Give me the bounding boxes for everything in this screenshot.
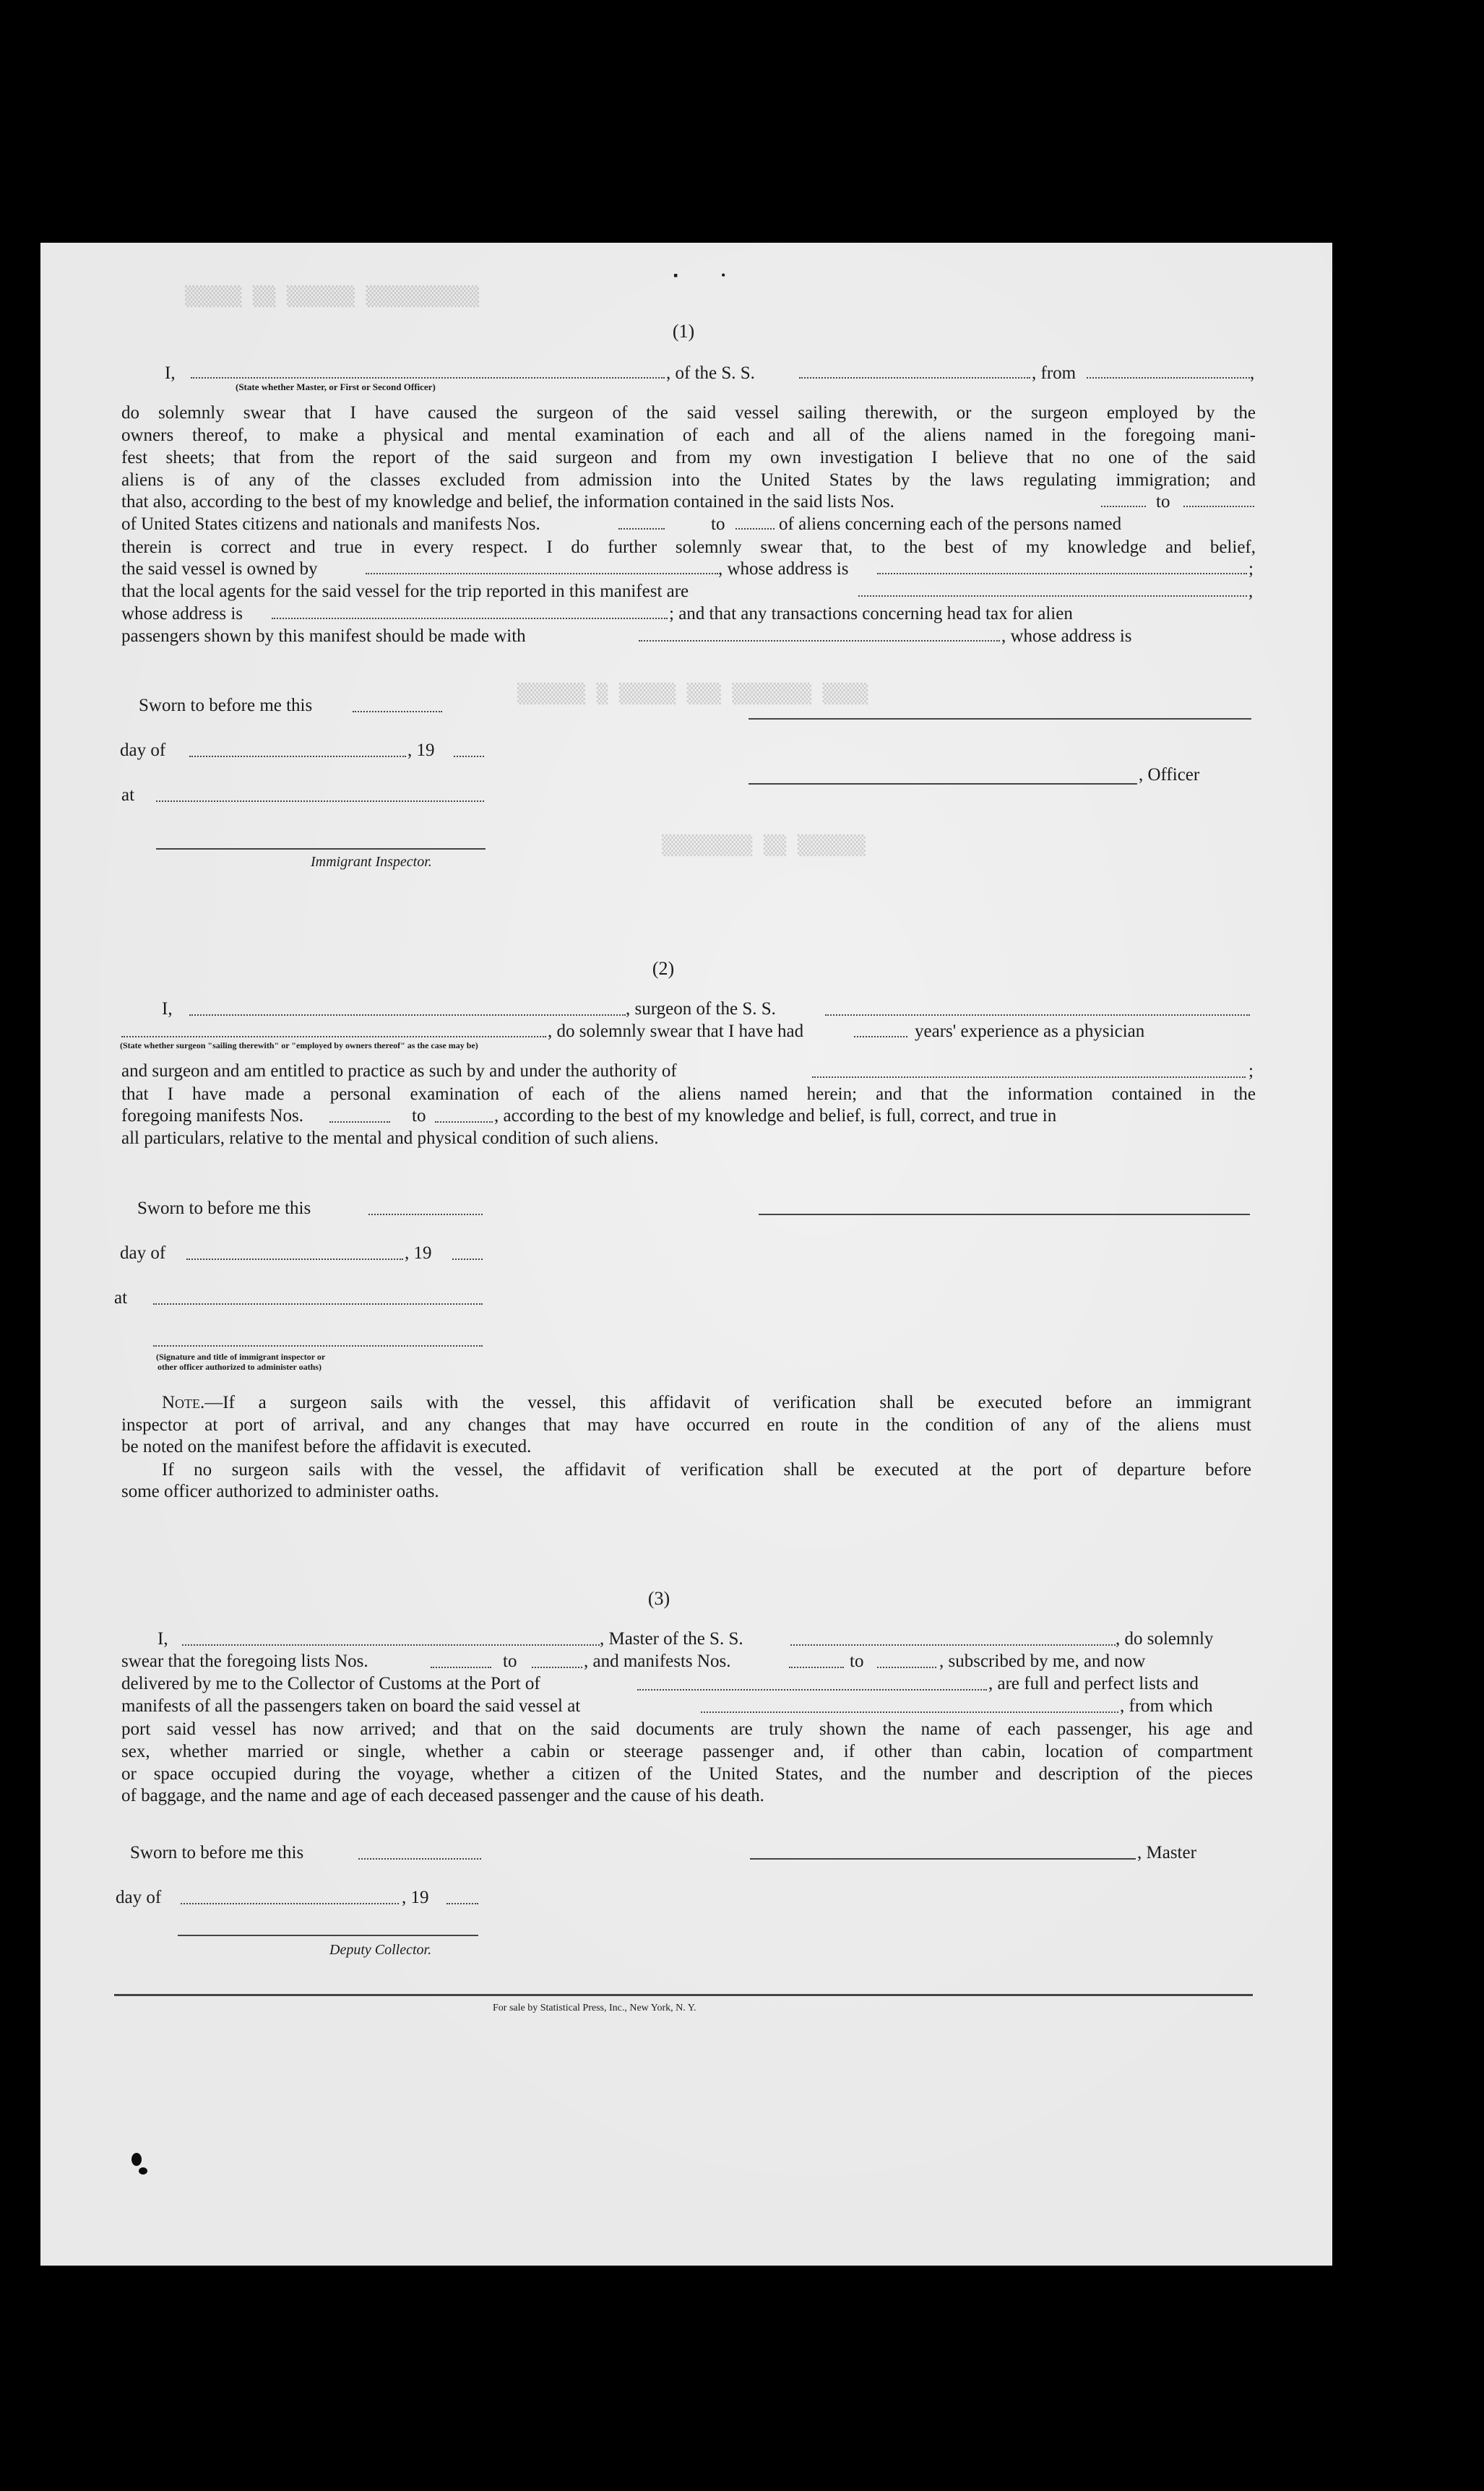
section-3-to: to [503, 1652, 517, 1671]
section-3-line-4a: manifests of all the passengers taken on board the said vessel at [121, 1696, 581, 1716]
section-1-owner-address: , whose address is [718, 559, 849, 579]
section-1-line: of United States citizens and nationals and manifests Nos. [121, 514, 540, 534]
top-mark: ▪ [673, 268, 678, 282]
section-3-day-field[interactable] [181, 1903, 399, 1904]
agents-field[interactable] [858, 595, 1247, 597]
section-3-year: , 19 [402, 1888, 429, 1907]
bleed-through: ▒▒▒▒▒▒▒▒ ▒▒ ▒▒▒▒▒▒ [662, 835, 866, 857]
collector-label: Deputy Collector. [329, 1942, 432, 1958]
section-1-line-6-rest: of aliens concerning each of the persons named [779, 514, 1122, 534]
section-1-of-ss: , of the S. S. [666, 363, 755, 383]
form-page [40, 243, 1332, 2266]
section-3-i: I, [158, 1629, 168, 1649]
section-1-sworn-field[interactable] [353, 711, 442, 712]
manifests-from-field[interactable] [618, 528, 665, 530]
section-2-number: (2) [652, 958, 675, 979]
section-2-manifests-to-field[interactable] [435, 1121, 493, 1123]
note-line: be noted on the manifest before the affidavit is executed. [121, 1437, 532, 1456]
head-tax-field[interactable] [639, 640, 1000, 642]
section-2-surgeon-of: , surgeon of the S. S. [626, 999, 776, 1019]
section-2-at-field[interactable] [153, 1303, 483, 1305]
section-3-line: or space occupied during the voyage, whether a citizen of the United States, and the number and description of the pieces [121, 1764, 1253, 1784]
section-2-line-4: that I have made a personal examination of each of the aliens named herein; and that the information contained in the [121, 1084, 1256, 1104]
section-1-day-of: day of [120, 741, 166, 760]
agents-address-field[interactable] [272, 618, 668, 619]
note-line: some officer authorized to administer oaths. [121, 1482, 439, 1501]
section-2-line-3: and surgeon and am entitled to practice as such by and under the authority of [121, 1061, 677, 1081]
ink-smudge [139, 2167, 147, 2175]
section-2-semicolon: ; [1248, 1061, 1254, 1081]
owner-field[interactable] [366, 573, 718, 574]
section-2-sworn-field[interactable] [368, 1214, 483, 1215]
section-1-day-field[interactable] [189, 756, 406, 757]
section-3-solemnly: , do solemnly [1116, 1629, 1214, 1649]
section-2-manifests-from-field[interactable] [329, 1121, 390, 1123]
section-1-semicolon: ; [1248, 559, 1254, 579]
officer-signature-line[interactable] [749, 718, 1251, 720]
section-3-line-2b: , and manifests Nos. [584, 1652, 731, 1671]
section-3-manifests-to-field[interactable] [877, 1667, 936, 1668]
section-2-sworn: Sworn to before me this [137, 1199, 311, 1218]
section-1-line: the said vessel is owned by [121, 559, 318, 579]
section-1-line: fest sheets; that from the report of the said surgeon and from my own investigation I believe that no one of the said [121, 448, 1256, 467]
authority-field[interactable] [812, 1076, 1246, 1078]
section-3-line-2c: , subscribed by me, and now [939, 1652, 1146, 1671]
section-3-line: sex, whether married or single, whether a cabin or steerage passenger and, if other than cabin, location of compartment [121, 1742, 1253, 1761]
section-1-i: I, [165, 363, 176, 383]
section-2-line-5b: , according to the best of my knowledge and belief, is full, correct, and true in [494, 1106, 1057, 1126]
section-1-line: owners thereof, to make a physical and mental examination of each and all of the aliens named in the foregoing mani- [121, 426, 1256, 445]
section-2-swear: , do solemnly swear that I have had [548, 1022, 804, 1041]
years-experience-field[interactable] [854, 1036, 907, 1037]
surgeon-signature-line[interactable] [759, 1214, 1250, 1215]
section-2-sig-note: other officer authorized to administer oaths) [158, 1362, 322, 1372]
section-2-line-6: all particulars, relative to the mental and physical condition of such aliens. [121, 1128, 659, 1148]
section-1-state-note: (State whether Master, or First or Second Officer) [236, 381, 436, 392]
section-3-manifests-from-field[interactable] [789, 1667, 844, 1668]
from-port-field[interactable] [1087, 377, 1250, 379]
section-1-to: to [711, 514, 725, 534]
inspector-signature-line[interactable] [156, 848, 486, 850]
section-2-at: at [114, 1288, 128, 1308]
collector-signature-line[interactable] [178, 1935, 478, 1936]
owner-address-field[interactable] [877, 573, 1247, 574]
section-1-line: that the local agents for the said vessel for the trip reported in this manifest are [121, 582, 689, 601]
section-2-line-5a: foregoing manifests Nos. [121, 1106, 304, 1126]
officer-label: , Officer [1139, 765, 1200, 785]
section-1-at-field[interactable] [156, 800, 484, 802]
section-1-line-10-rest: ; and that any transactions concerning head tax for alien [669, 604, 1073, 623]
note-line: If no surgeon sails with the vessel, the affidavit of verification shall be executed at the port of departure before [162, 1460, 1251, 1480]
section-3-sworn-field[interactable] [358, 1858, 481, 1860]
section-3-line: of baggage, and the name and age of each deceased passenger and the cause of his death. [121, 1786, 764, 1805]
vessel-name-field[interactable] [799, 377, 1030, 379]
lists-to-field[interactable] [1183, 506, 1254, 507]
section-2-i: I, [162, 999, 173, 1019]
section-3-line-3a: delivered by me to the Collector of Customs at the Port of [121, 1674, 540, 1693]
note-line: inspector at port of arrival, and any changes that may have occurred en route in the condition of any of the aliens must [121, 1415, 1251, 1435]
section-3-number: (3) [647, 1588, 670, 1609]
master-name-field[interactable] [182, 1644, 600, 1646]
section-3-line-4b: , from which [1120, 1696, 1213, 1716]
section-1-line: aliens is of any of the classes excluded from admission into the United States by the laws regulating immigration; and [121, 470, 1256, 490]
section-1-year-field[interactable] [454, 756, 484, 757]
section-1-line: do solemnly swear that I have caused the surgeon of the said vessel sailing therewith, or the surgeon employed by the [121, 403, 1256, 423]
footer-text: For sale by Statistical Press, Inc., New York, N. Y. [493, 2003, 696, 2013]
section-3-master-of: , Master of the S. S. [600, 1629, 743, 1649]
manifests-to-field[interactable] [735, 528, 775, 530]
footer-rule [114, 1994, 1253, 1996]
section-3-lists-to-field[interactable] [532, 1667, 582, 1668]
section-2-day-field[interactable] [186, 1259, 403, 1260]
surgeon-name-field[interactable] [189, 1014, 626, 1016]
port-of-arrival-field[interactable] [637, 1689, 987, 1691]
surgeon-status-field[interactable] [121, 1036, 546, 1037]
section-2-year: , 19 [405, 1243, 432, 1263]
section-3-to: to [850, 1652, 864, 1671]
section-1-at: at [121, 785, 135, 805]
section-3-line-3b: , are full and perfect lists and [988, 1674, 1199, 1693]
section-1-year: , 19 [407, 741, 435, 760]
section-1-comma: , [1248, 582, 1254, 601]
section-2-year-field[interactable] [452, 1259, 483, 1260]
section-1-line-11-rest: , whose address is [1001, 626, 1132, 646]
section-1-line: that also, according to the best of my knowledge and belief, the information contained in the said lists Nos. [121, 492, 894, 511]
section-2-signature-field[interactable] [153, 1345, 483, 1347]
top-mark: • [721, 268, 726, 282]
section-1-line: passengers shown by this manifest should be made with [121, 626, 526, 646]
bleed-through: ▒▒▒▒▒▒ ▒ ▒▒▒▒▒ ▒▒▒ ▒▒▒▒▒▒▒ ▒▒▒▒ [517, 683, 868, 705]
section-1-sworn: Sworn to before me this [139, 696, 313, 715]
port-of-departure-field[interactable] [701, 1711, 1118, 1713]
section-1-comma: , [1250, 363, 1255, 383]
section-3-sworn: Sworn to before me this [130, 1843, 304, 1862]
section-1-to: to [1156, 492, 1170, 511]
inspector-label: Immigrant Inspector. [311, 854, 432, 870]
section-1-number: (1) [672, 321, 695, 342]
section-1-line: therein is correct and true in every respect. I do further solemnly swear that, to the best of my knowledge and belief, [121, 538, 1256, 557]
section-3-line: port said vessel has now arrived; and that on the said documents are truly shown the name of each passenger, his age and [121, 1719, 1253, 1739]
lists-from-field[interactable] [1101, 506, 1146, 507]
note-line [162, 1391, 1251, 1414]
section-1-line: whose address is [121, 604, 243, 623]
section-1-from: , from [1032, 363, 1077, 383]
officer-rank-field[interactable] [191, 377, 665, 379]
section-2-state-note: (State whether surgeon "sailing therewith" or "employed by owners thereof" as the case may be) [120, 1040, 478, 1050]
section-3-vessel-field[interactable] [790, 1644, 1116, 1646]
section-3-lists-from-field[interactable] [431, 1667, 491, 1668]
section-2-years: years' experience as a physician [915, 1022, 1145, 1041]
bleed-through: ▒▒▒▒▒ ▒▒ ▒▒▒▒▒▒ ▒▒▒▒▒▒▒▒▒▒ [185, 286, 479, 308]
note-text: —If a surgeon sails with the vessel, this affidavit of verification shall be executed before an immigrant [204, 1393, 1251, 1412]
note-label: Note. [162, 1393, 205, 1412]
section-2-day-of: day of [120, 1243, 166, 1263]
ink-smudge [131, 2153, 142, 2166]
section-3-year-field[interactable] [447, 1903, 478, 1904]
master-label: , Master [1137, 1843, 1196, 1862]
master-signature-line[interactable] [750, 1858, 1136, 1860]
section-2-to: to [412, 1106, 426, 1126]
officer-name-line[interactable] [749, 783, 1137, 785]
section-2-sig-note: (Signature and title of immigrant inspector or [156, 1352, 326, 1362]
section-3-line-2a: swear that the foregoing lists Nos. [121, 1652, 368, 1671]
section-2-vessel-field[interactable] [825, 1014, 1250, 1016]
section-3-day-of: day of [116, 1888, 162, 1907]
